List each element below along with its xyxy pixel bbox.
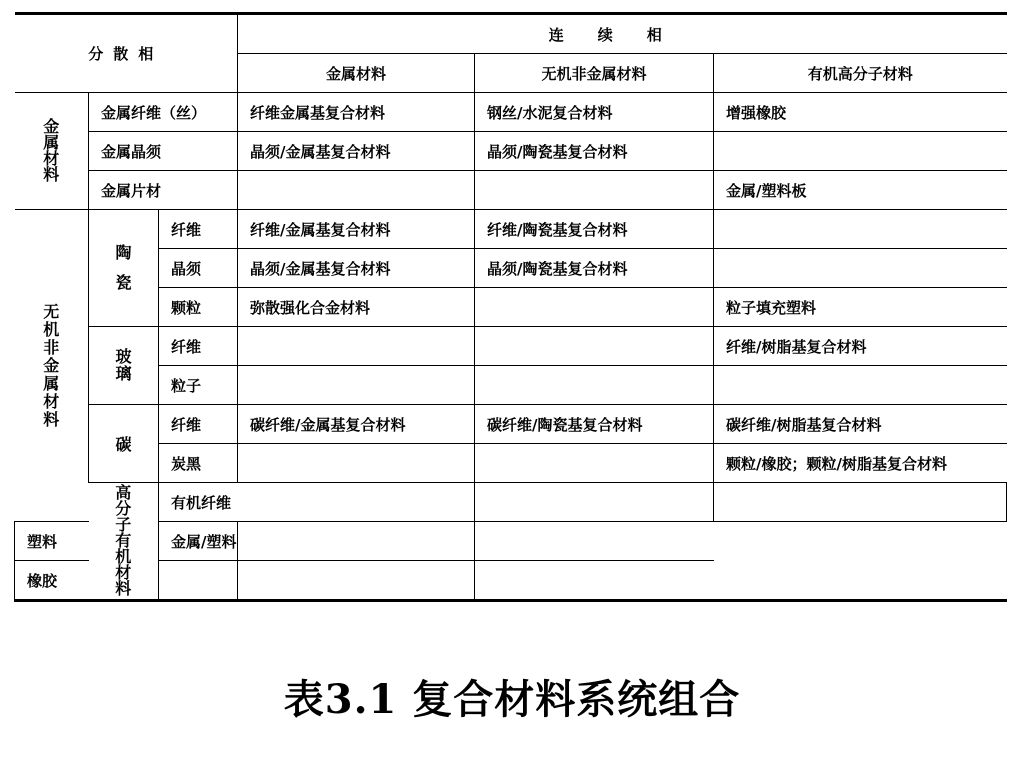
table-row <box>15 561 1007 601</box>
group-label-inorganic-text: 无机非金属材料 <box>43 301 60 429</box>
col-header-inorganic: 无机非金属材料 <box>475 54 714 93</box>
composite-system-table <box>14 12 1007 602</box>
table-row <box>15 444 1007 483</box>
table-cell: 纤维金属基复合材料 <box>238 93 475 132</box>
row-label: 塑料 <box>15 522 159 561</box>
table-row <box>15 288 1007 327</box>
table-row <box>15 483 1007 522</box>
table-cell <box>475 171 714 210</box>
table-cell: 纤维/陶瓷基复合材料 <box>475 210 714 249</box>
table-cell: 碳纤维/金属基复合材料 <box>238 405 475 444</box>
table-cell <box>714 483 1007 522</box>
continuous-phase-header: 连续相 <box>238 14 1007 54</box>
table-cell <box>475 444 714 483</box>
table-cell <box>475 327 714 366</box>
subgroup-label-carbon: 碳 <box>89 405 159 483</box>
table-cell <box>238 522 475 561</box>
table-row <box>15 405 1007 444</box>
table-cell: 颗粒/橡胶；颗粒/树脂基复合材料 <box>714 444 1007 483</box>
table-cell: 钢丝/水泥复合材料 <box>475 93 714 132</box>
table-cell: 金属/塑料 <box>159 522 238 561</box>
subgroup-label-ceramic <box>89 210 159 327</box>
row-label: 有机纤维 <box>159 483 475 522</box>
row-label: 纤维 <box>159 405 238 444</box>
table-row <box>15 366 1007 405</box>
table-row <box>15 522 1007 561</box>
table-cell: 碳纤维/树脂基复合材料 <box>714 405 1007 444</box>
row-label: 炭黑 <box>159 444 238 483</box>
table-cell: 弥散强化合金材料 <box>238 288 475 327</box>
table-cell: 增强橡胶 <box>714 93 1007 132</box>
row-label: 金属片材 <box>89 171 238 210</box>
table-cell <box>238 366 475 405</box>
table-row <box>15 93 1007 132</box>
table-cell <box>714 249 1007 288</box>
group-label-metal-text: 金属材料 <box>43 117 60 184</box>
table-cell: 粒子填充塑料 <box>714 288 1007 327</box>
table-cell <box>238 561 475 601</box>
table-cell: 晶须/陶瓷基复合材料 <box>475 132 714 171</box>
table-cell: 晶须/金属基复合材料 <box>238 249 475 288</box>
row-label: 粒子 <box>159 366 238 405</box>
table-row <box>15 132 1007 171</box>
header-row-top <box>15 14 1007 54</box>
table-cell: 晶须/金属基复合材料 <box>238 132 475 171</box>
table-cell <box>475 522 714 561</box>
col-header-organic: 有机高分子材料 <box>714 54 1007 93</box>
group-label-inorganic <box>15 210 89 522</box>
group-label-metal <box>15 93 89 210</box>
col-header-metal: 金属材料 <box>238 54 475 93</box>
table-cell <box>238 444 475 483</box>
table-row <box>15 327 1007 366</box>
table-cell <box>238 171 475 210</box>
table-cell: 碳纤维/陶瓷基复合材料 <box>475 405 714 444</box>
table-cell <box>714 132 1007 171</box>
table-cell: 金属/塑料板 <box>714 171 1007 210</box>
dispersed-phase-header: 分散相 <box>15 14 238 93</box>
table-cell <box>159 561 238 601</box>
table-cell <box>475 366 714 405</box>
table-cell: 纤维/树脂基复合材料 <box>714 327 1007 366</box>
table-caption: 表3.1 复合材料系统组合 <box>283 676 741 723</box>
row-label: 晶须 <box>159 249 238 288</box>
table-cell <box>714 366 1007 405</box>
row-label: 金属晶须 <box>89 132 238 171</box>
table-row <box>15 171 1007 210</box>
subgroup-label-glass <box>89 327 159 405</box>
group-label-organic-text: 高分子有机材料 <box>115 482 132 598</box>
row-label: 颗粒 <box>159 288 238 327</box>
subgroup-label-ceramic-text: 陶瓷 <box>115 243 132 292</box>
table-cell: 纤维/金属基复合材料 <box>238 210 475 249</box>
table-cell <box>475 483 714 522</box>
subgroup-label-glass-text: 玻璃 <box>115 347 132 383</box>
table-cell <box>238 327 475 366</box>
row-label: 橡胶 <box>15 561 159 601</box>
row-label: 纤维 <box>159 210 238 249</box>
table-row <box>15 210 1007 249</box>
table-cell: 晶须/陶瓷基复合材料 <box>475 249 714 288</box>
row-label: 纤维 <box>159 327 238 366</box>
row-label: 金属纤维（丝） <box>89 93 238 132</box>
table-cell <box>714 210 1007 249</box>
table-cell <box>475 288 714 327</box>
table-row <box>15 249 1007 288</box>
table-cell <box>475 561 714 601</box>
